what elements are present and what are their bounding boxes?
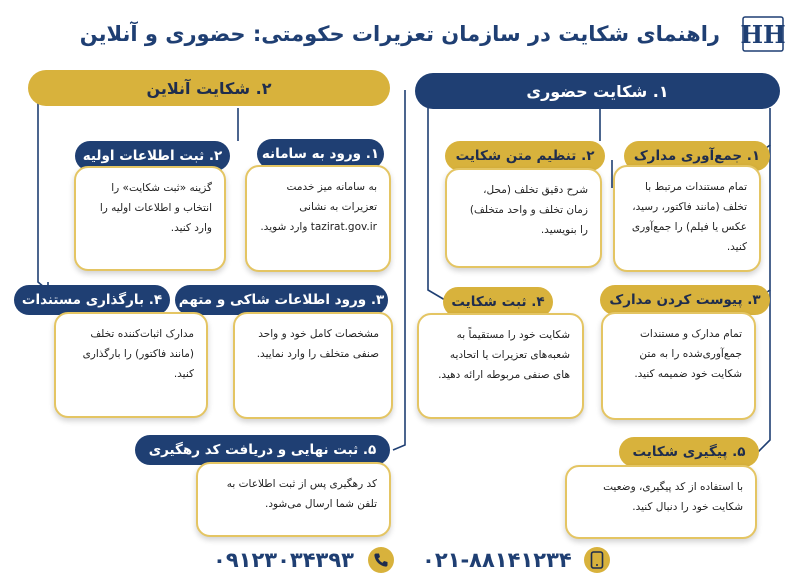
online-step-2-label: ۲. ثبت اطلاعات اولیه: [75, 141, 230, 171]
connector-line: [38, 90, 45, 288]
in-person-step-2-card: شرح دقیق تخلف (محل، زمان تخلف و واحد متخلف) را بنویسید.: [445, 168, 602, 268]
landline-contact: [422, 545, 610, 575]
in-person-step-1-label: ۱. جمع‌آوری مدارک: [624, 141, 770, 171]
connector-line: [428, 108, 445, 300]
in-person-step-2-label: ۲. تنظیم متن شکایت: [445, 141, 605, 171]
in-person-step-4-card: شکایت خود را مستقیماً به شعبه‌های تعزیرات یا اتحادیه های صنفی مربوطه ارائه دهید.: [417, 313, 584, 419]
online-step-3-card: مشخصات کامل خود و واحد صنفی متخلف را وارد نمایید.: [233, 312, 393, 419]
in-person-step-3-card: تمام مدارک و مستندات جمع‌آوری‌شده را به متن شکایت خود ضمیمه کنید.: [601, 312, 756, 420]
online-step-5-card: کد رهگیری پس از ثبت اطلاعات به تلفن شما ارسال می‌شود.: [196, 462, 391, 537]
mobile-number: ۰۹۱۲۳۰۳۴۳۹۳: [213, 548, 354, 572]
mobile-contact: [213, 545, 394, 575]
online-step-5-label: ۵. ثبت نهایی و دریافت کد رهگیری: [135, 435, 390, 465]
online-step-4-label: ۴. بارگذاری مستندات: [14, 285, 170, 315]
online-step-1-card: به سامانه میز خدمت تعزیرات به نشانی tazirat.gov.ir وارد شوید.: [245, 165, 391, 272]
in-person-section-header: ۱. شکایت حضوری: [415, 73, 780, 109]
organization-logo: [740, 14, 786, 54]
phone-handset-icon: [368, 547, 394, 573]
logo-icon: [740, 14, 786, 54]
svg-text:HH: HH: [740, 20, 786, 49]
in-person-step-1-card: تمام مستندات مرتبط با تخلف (مانند فاکتور، رسید، عکس یا فیلم) را جمع‌آوری کنید.: [613, 165, 761, 272]
in-person-step-5-label: ۵. پیگیری شکایت: [619, 437, 759, 467]
connector-line: [393, 90, 405, 450]
connector-line: [758, 290, 770, 452]
online-step-4-card: مدارک اثبات‌کننده تخلف (مانند فاکتور) را بارگذاری کنید.: [54, 312, 208, 418]
online-step-3-label: ۳. ورود اطلاعات شاکی و متهم: [175, 285, 388, 315]
in-person-step-3-label: ۳. پیوست کردن مدارک: [600, 285, 770, 315]
mobile-phone-icon: [584, 547, 610, 573]
online-step-1-label: ۱. ورود به سامانه: [257, 139, 384, 169]
landline-number: ۰۲۱-۸۸۱۴۱۲۳۴: [422, 548, 572, 572]
in-person-step-4-label: ۴. ثبت شکایت: [443, 287, 553, 317]
in-person-step-5-card: با استفاده از کد پیگیری، وضعیت شکایت خود را دنبال کنید.: [565, 465, 757, 539]
online-step-2-card: گزینه «ثبت شکایت» را انتخاب و اطلاعات اولیه را وارد کنید.: [74, 166, 226, 271]
online-section-header: ۲. شکایت آنلاین: [28, 70, 390, 106]
page-title: راهنمای شکایت در سازمان تعزیرات حکومتی: حضوری و آنلاین: [79, 22, 720, 46]
